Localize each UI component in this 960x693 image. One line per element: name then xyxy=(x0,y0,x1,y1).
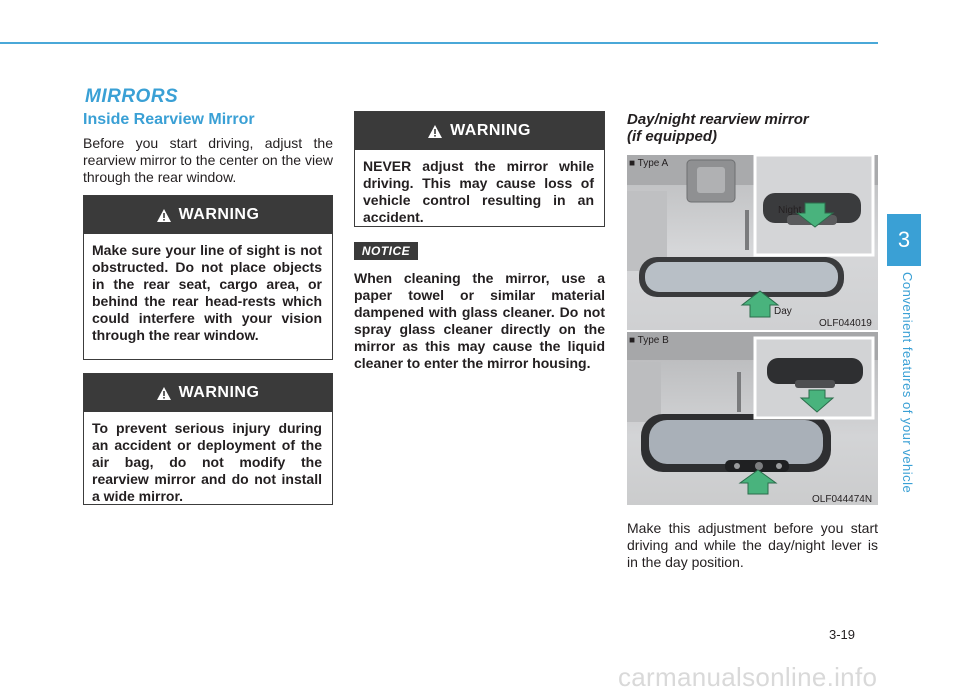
warning-box-line-of-sight xyxy=(83,195,333,360)
section-title: MIRRORS xyxy=(85,86,179,107)
type-a-mirror-illustration xyxy=(627,155,878,330)
warning-header xyxy=(84,196,332,234)
day-night-text: Make this adjustment before you start driving and while the day/night lever is in the day position. xyxy=(627,520,878,570)
page-number: 3-19 xyxy=(829,627,856,642)
type-b-mirror-drawing xyxy=(627,332,878,505)
chapter-number: 3 xyxy=(897,227,911,252)
warning-label: WARNING xyxy=(178,206,260,223)
warning-text: Make sure your line of sight is not obstructed. Do not place objects in the rear seat, cargo area, or behind the rear head-rests which could interfere with your vision through the rear window. xyxy=(92,242,322,343)
inside-mirror-heading: Inside Rearview Mirror xyxy=(83,111,255,128)
type-a-label: ■ Type A xyxy=(629,158,669,169)
notice-badge: NOTICE xyxy=(354,242,418,260)
warning-triangle-icon xyxy=(428,125,442,138)
warning-triangle-icon xyxy=(157,209,171,222)
warning-box-air-bag xyxy=(83,373,333,505)
warning-header xyxy=(355,112,604,150)
image-code-b: OLF044474N xyxy=(812,494,873,505)
type-a-mirror-drawing xyxy=(627,155,878,330)
type-b-mirror-illustration xyxy=(627,332,878,505)
notice-text: When cleaning the mirror, use a paper towel or similar material dampened with glass cleaner. Do not spray glass cleaner directly on the mirror as this may cause the liquid cleaner to enter the mirror housing. xyxy=(354,270,605,371)
inside-intro-text: Before you start driving, adjust the rearview mirror to the center on the view through the rear window. xyxy=(83,135,333,185)
day-night-heading-line1: Day/night rearview mirror xyxy=(627,111,809,128)
night-label: Night xyxy=(778,205,802,216)
warning-triangle-icon xyxy=(157,387,171,400)
chapter-title: Convenient features of your vehicle xyxy=(900,272,915,494)
day-night-heading-line2: (if equipped) xyxy=(627,128,717,145)
type-b-label: ■ Type B xyxy=(629,335,669,346)
day-night-heading xyxy=(627,111,809,145)
top-rule xyxy=(0,42,878,44)
warning-box-never-adjust xyxy=(354,111,605,227)
watermark: carmanualsonline.info xyxy=(618,662,878,692)
chapter-tab xyxy=(887,214,921,266)
image-code-a: OLF044019 xyxy=(819,318,872,329)
day-label: Day xyxy=(774,306,792,317)
warning-text: NEVER adjust the mirror while driving. This may cause loss of vehicle control resulting in an accident. xyxy=(363,158,594,225)
warning-label: WARNING xyxy=(178,384,260,401)
warning-label: WARNING xyxy=(450,122,531,139)
warning-header xyxy=(84,374,332,412)
warning-text: To prevent serious injury during an accident or deployment of the air bag, do not modify the rearview mirror and do not install a wide mirror. xyxy=(92,420,322,504)
